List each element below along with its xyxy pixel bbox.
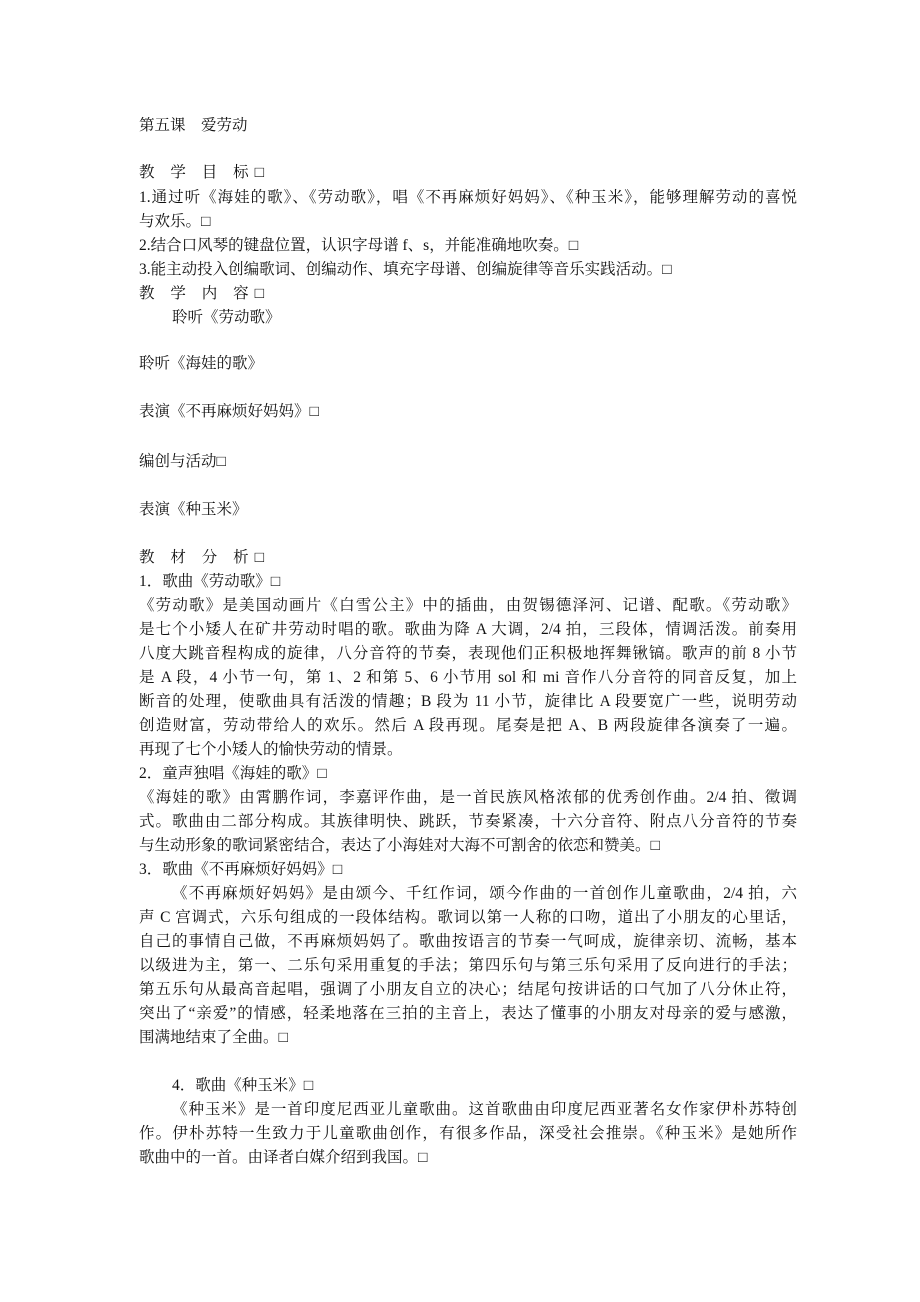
paragraph-line: 《海娃的歌》由霄鹏作词，李嘉评作曲，是一首民族风格浓郁的优秀创作曲。2/4 拍、徵调 bbox=[139, 789, 797, 806]
section-title: 1．歌曲《劳动歌》□ bbox=[139, 573, 281, 590]
analysis-heading: 教 材 分 析□ bbox=[139, 549, 270, 566]
paragraph-line: 再现了七个小矮人的愉快劳动的情景。 bbox=[139, 741, 403, 758]
paragraph-line: 第五乐句从最高音起唱，强调了小朋友自立的决心；结尾句按讲话的口气加了八分休止符， bbox=[139, 981, 797, 998]
content-item: 表演《不再麻烦好妈妈》□ bbox=[139, 403, 319, 420]
paragraph-line: 与生动形象的歌词紧密结合，表达了小海娃对大海不可割舍的依恋和赞美。□ bbox=[139, 837, 660, 854]
goal-line: 1.通过听《海娃的歌》、《劳动歌》，唱《不再麻烦好妈妈》、《种玉米》，能够理解劳动的喜悦 bbox=[139, 189, 797, 206]
paragraph-line: 声 C 宫调式，六乐句组成的一段体结构。歌词以第一人称的口吻，道出了小朋友的心里话， bbox=[139, 909, 797, 926]
paragraph-line: 围满地结束了全曲。□ bbox=[139, 1029, 288, 1046]
content-item: 聆听《海娃的歌》 bbox=[139, 355, 264, 372]
paragraph-line: 歌曲中的一首。由译者白媒介绍到我国。□ bbox=[139, 1149, 428, 1166]
content-item: 表演《种玉米》 bbox=[139, 501, 248, 518]
lesson-title: 第五课 爱劳动 bbox=[139, 117, 248, 134]
paragraph-line: 《劳动歌》是美国动画片《白雪公主》中的插曲，由贺锡德泽河、记谱、配歌。《劳动歌》 bbox=[139, 597, 797, 614]
section-title: 3．歌曲《不再麻烦好妈妈》□ bbox=[139, 861, 343, 878]
section-title: 4．歌曲《种玉米》□ bbox=[172, 1077, 314, 1094]
paragraph-line: 以级进为主，第一、二乐句采用重复的手法；第四乐句与第三乐句采用了反向进行的手法； bbox=[139, 957, 797, 974]
paragraph-line: 创造财富，劳动带给人的欢乐。然后 A 段再现。尾奏是把 A、B 两段旋律各演奏了一遍。 bbox=[139, 717, 797, 734]
content-heading: 教 学 内 容□ bbox=[139, 285, 270, 302]
paragraph-line: 突出了“亲爱”的情感，轻柔地落在三拍的主音上，表达了懂事的小朋友对母亲的爱与感激， bbox=[139, 1005, 797, 1022]
goal-line: 3.能主动投入创编歌词、创编动作、填充字母谱、创编旋律等音乐实践活动。□ bbox=[139, 261, 672, 278]
goal-line: 2.结合口风琴的键盘位置，认识字母谱 f、s，并能准确地吹奏。□ bbox=[139, 237, 579, 254]
paragraph-line: 作。伊朴苏特一生致力于儿童歌曲创作，有很多作品，深受社会推崇。《种玉米》是她所作 bbox=[139, 1125, 797, 1142]
paragraph-line: 自己的事情自己做，不再麻烦妈妈了。歌曲按语言的节奏一气呵成，旋律亲切、流畅，基本 bbox=[139, 933, 797, 950]
paragraph-line: 八度大跳音程构成的旋律，八分音符的节奏，表现他们正积极地挥舞锹镐。歌声的前 8 小节 bbox=[139, 645, 797, 662]
content-item: 编创与活动□ bbox=[139, 453, 226, 470]
content-item: 聆听《劳动歌》 bbox=[172, 309, 281, 326]
goal-line: 与欢乐。□ bbox=[139, 213, 211, 230]
paragraph-line: 式。歌曲由二部分构成。其族律明快、跳跃，节奏紧凑，十六分音符、附点八分音符的节奏 bbox=[139, 813, 797, 830]
paragraph-line: 断音的处理，使歌曲具有活泼的情趣；B 段为 11 小节，旋律比 A 段要宽广一些，说明劳动 bbox=[139, 693, 797, 710]
paragraph-line: 是七个小矮人在矿井劳动时唱的歌。歌曲为降 A 大调，2/4 拍，三段体，情调活泼。前奏用 bbox=[139, 621, 797, 638]
paragraph-line: 《不再麻烦好妈妈》是由颂今、千红作词，颂今作曲的一首创作儿童歌曲，2/4 拍，六 bbox=[172, 885, 797, 902]
paragraph-line: 《种玉米》是一首印度尼西亚儿童歌曲。这首歌曲由印度尼西亚著名女作家伊朴苏特创 bbox=[172, 1101, 797, 1118]
section-title: 2．童声独唱《海娃的歌》□ bbox=[139, 765, 327, 782]
paragraph-line: 是 A 段，4 小节一句，第 1、2 和第 5、6 小节用 sol 和 mi 音作八分音符的同音反复，加上 bbox=[139, 669, 797, 686]
goals-heading: 教 学 目 标□ bbox=[139, 164, 270, 181]
